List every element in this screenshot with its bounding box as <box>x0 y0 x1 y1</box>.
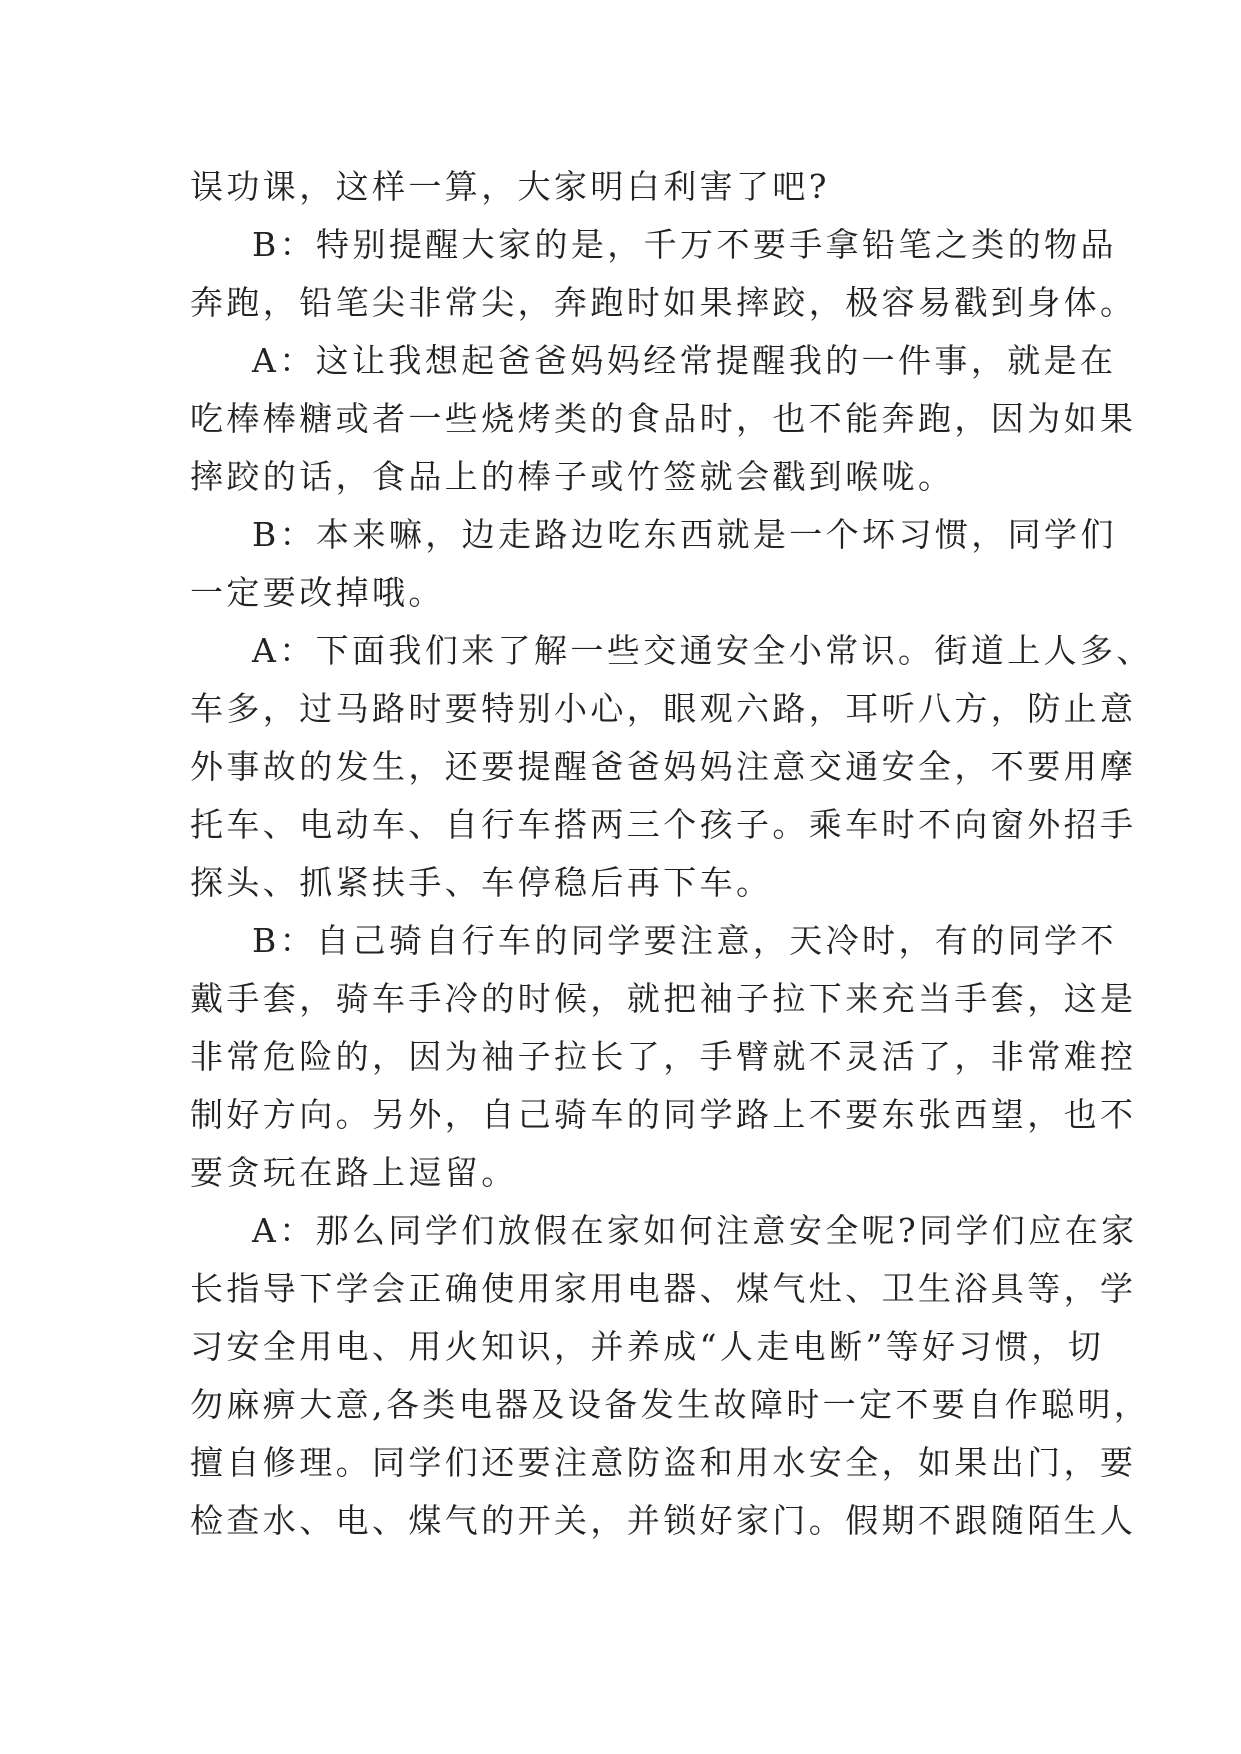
text-line: 习安全用电、用火知识，并养成“人走电断”等好习惯，切 <box>190 1327 1105 1366</box>
text-line: 托车、电动车、自行车搭两三个孩子。乘车时不向窗外招手 <box>190 805 1137 844</box>
text-line: 一定要改掉哦。 <box>190 573 445 612</box>
text-line: 勿麻痹大意,各类电器及设备发生故障时一定不要自作聪明， <box>190 1385 1151 1424</box>
text-line: 外事故的发生，还要提醒爸爸妈妈注意交通安全，不要用摩 <box>190 747 1137 786</box>
text-line: 长指导下学会正确使用家用电器、煤气灶、卫生浴具等，学 <box>190 1269 1137 1308</box>
text-line: B：本来嘛，边走路边吃东西就是一个坏习惯，同学们 <box>252 515 1117 554</box>
text-line: A：下面我们来了解一些交通安全小常识。街道上人多、 <box>252 631 1153 670</box>
text-line: 要贪玩在路上逗留。 <box>190 1153 518 1192</box>
text-line: 擅自修理。同学们还要注意防盗和用水安全，如果出门，要 <box>190 1443 1137 1482</box>
text-line: B：特别提醒大家的是，千万不要手拿铅笔之类的物品 <box>252 225 1117 264</box>
text-line: 车多，过马路时要特别小心，眼观六路，耳听八方，防止意 <box>190 689 1137 728</box>
text-line: 误功课，这样一算，大家明白利害了吧? <box>190 167 830 206</box>
text-line: B：自己骑自行车的同学要注意，天冷时，有的同学不 <box>252 921 1117 960</box>
text-line: 戴手套，骑车手冷的时候，就把袖子拉下来充当手套，这是 <box>190 979 1137 1018</box>
text-line: 摔跤的话，食品上的棒子或竹签就会戳到喉咙。 <box>190 457 955 496</box>
text-line: 奔跑，铅笔尖非常尖，奔跑时如果摔跤，极容易戳到身体。 <box>190 283 1137 322</box>
text-line: 制好方向。另外，自己骑车的同学路上不要东张西望，也不 <box>190 1095 1137 1134</box>
text-line: 非常危险的，因为袖子拉长了，手臂就不灵活了，非常难控 <box>190 1037 1137 1076</box>
text-line: A：那么同学们放假在家如何注意安全呢?同学们应在家 <box>252 1211 1138 1250</box>
text-line: A：这让我想起爸爸妈妈经常提醒我的一件事，就是在 <box>252 341 1117 380</box>
text-line: 探头、抓紧扶手、车停稳后再下车。 <box>190 863 773 902</box>
text-line: 吃棒棒糖或者一些烧烤类的食品时，也不能奔跑，因为如果 <box>190 399 1137 438</box>
text-line: 检查水、电、煤气的开关，并锁好家门。假期不跟随陌生人 <box>190 1501 1137 1540</box>
